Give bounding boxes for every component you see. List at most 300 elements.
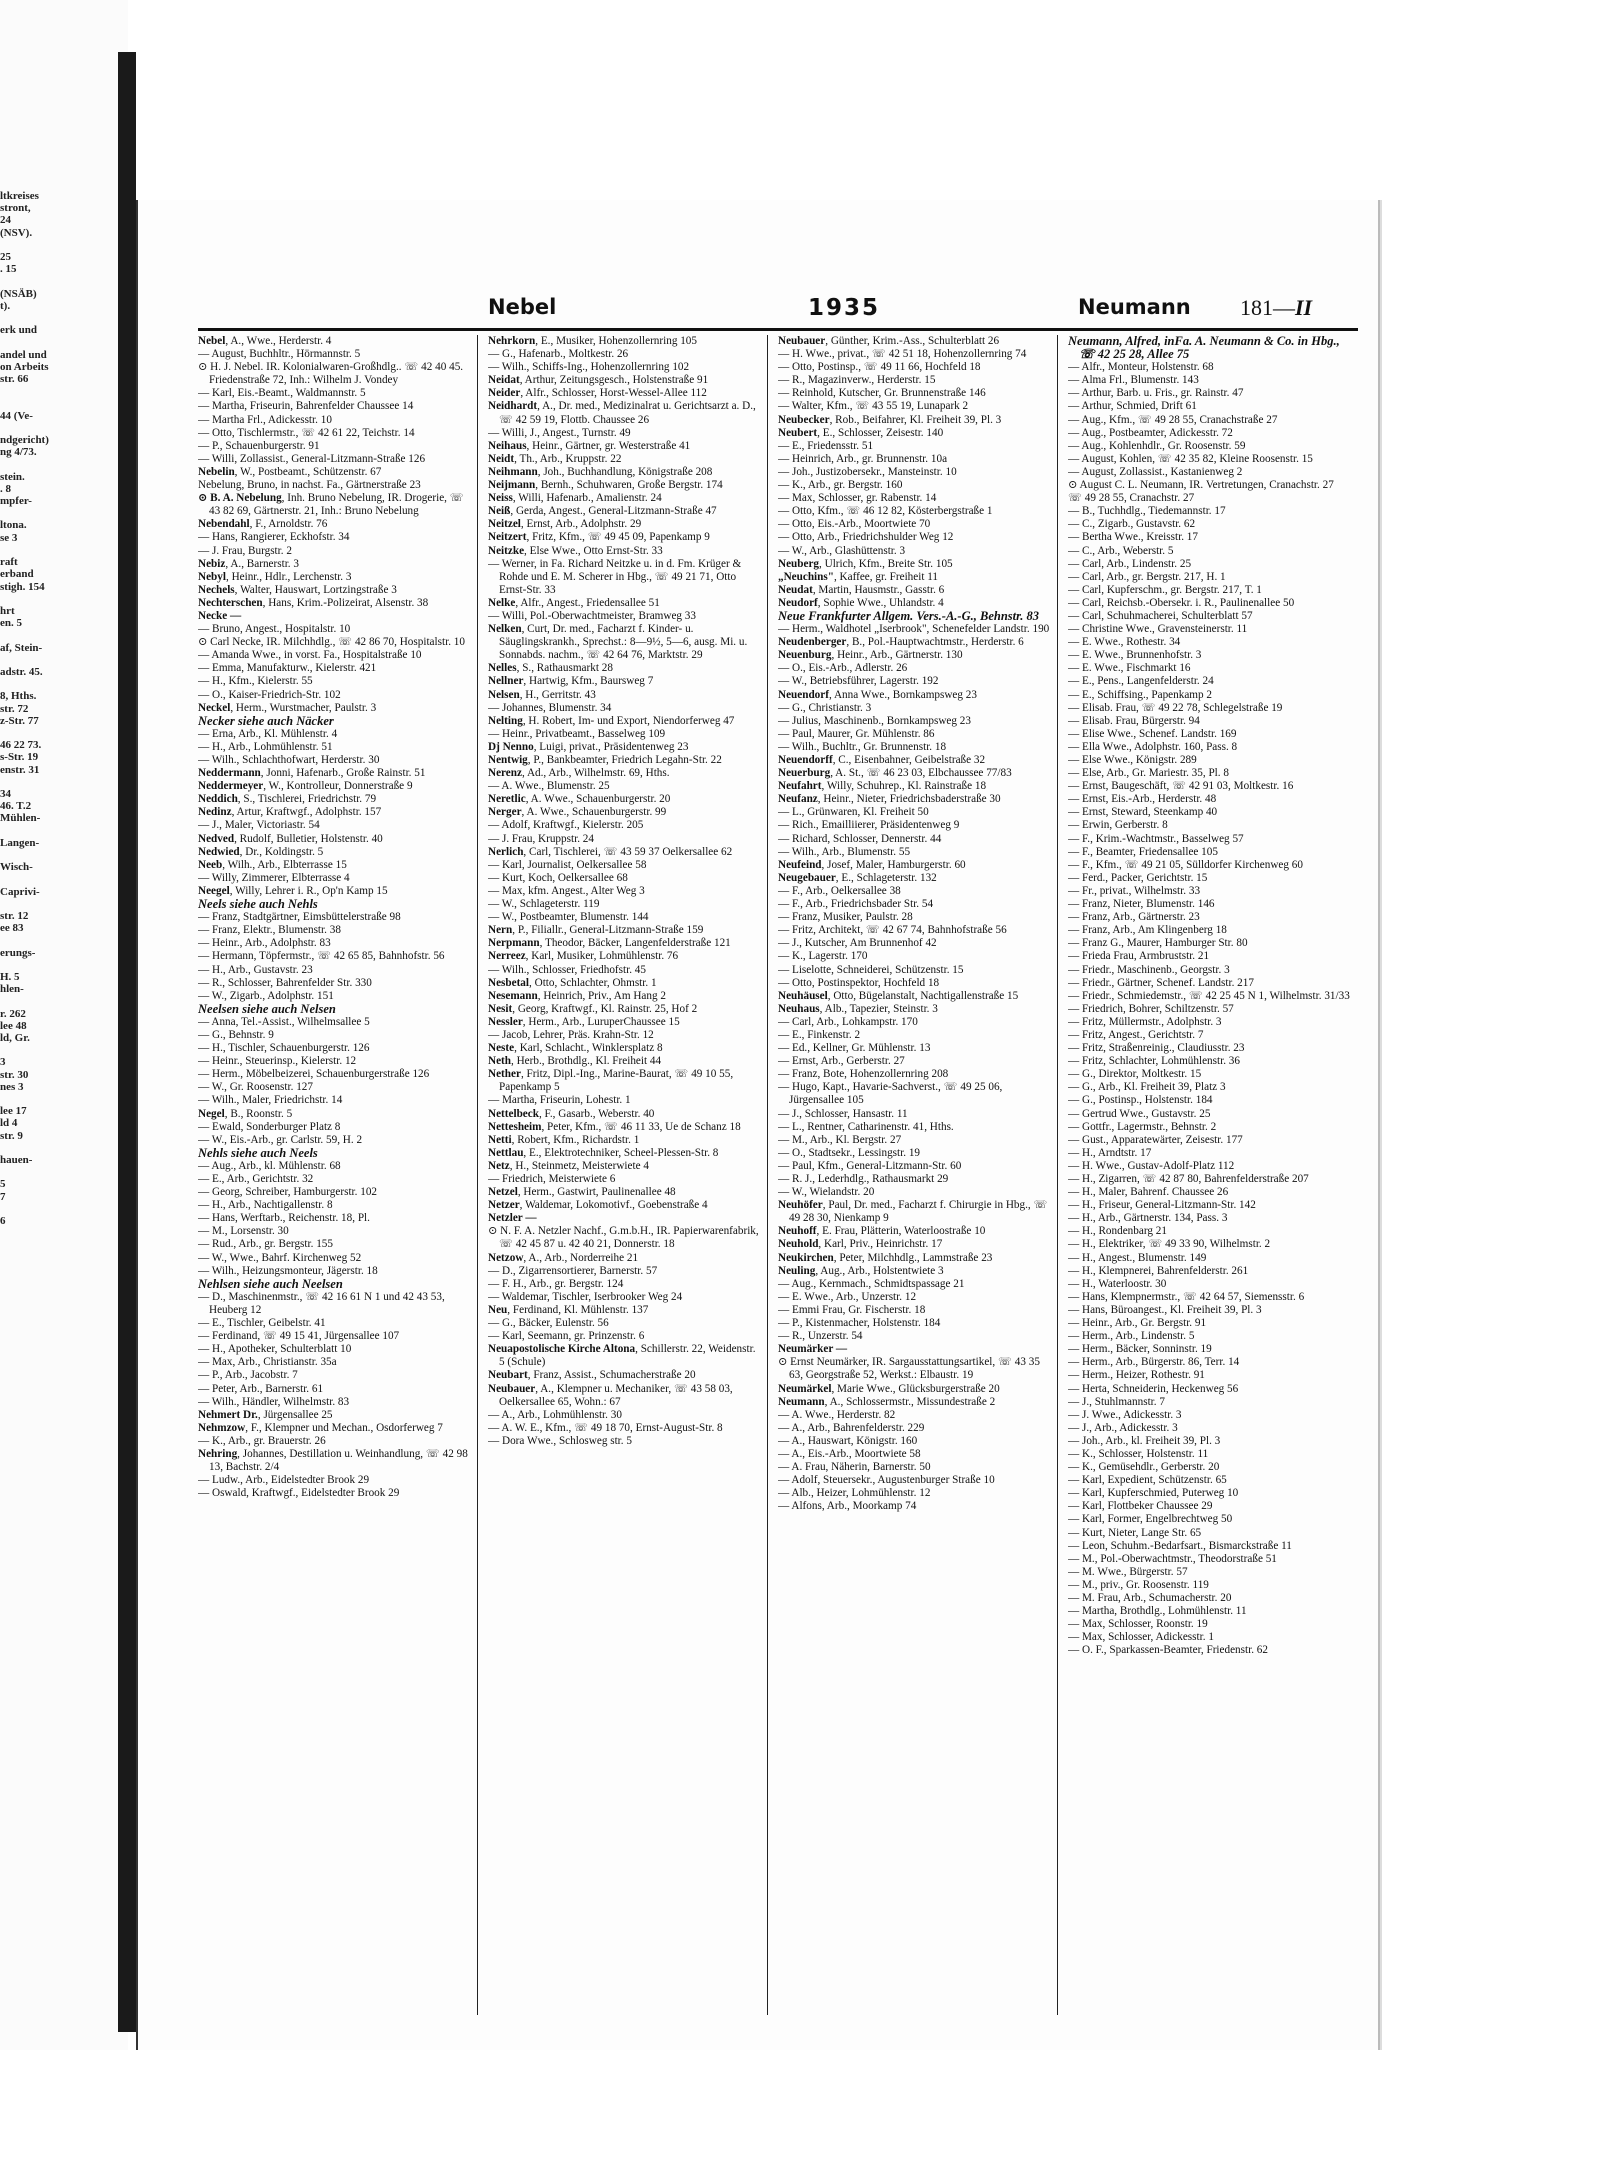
directory-entry: — M. Frau, Arb., Schumacherstr. 20 [1068,1592,1232,1604]
header-year: 1935 [808,295,881,321]
directory-entry: — H., Arb., Gustavstr. 23 [198,963,313,976]
left-page-fragment: se 3 [0,531,18,544]
directory-entry: — H., Arndtstr. 17 [1068,1146,1152,1159]
column-4 [1068,335,1358,2015]
directory-entry: — H., Maler, Bahrenf. Chaussee 26 [1068,1186,1229,1199]
directory-entry: — Hermann, Töpfermstr., ☏ 42 65 85, Bahnhofstr. 56 [198,950,445,963]
directory-entry: — Wilh., Arb., Blumenstr. 55 [778,845,911,858]
directory-entry: ☏ 49 28 55, Cranachstr. 27 [1068,492,1195,505]
directory-entry: Neufanz, Heinr., Nieter, Friedrichsbaderstraße 30 [778,793,1001,806]
directory-entry: — J., Maler, Victoriastr. 54 [198,819,320,832]
left-page-fragment: af, Stein- [0,641,43,654]
directory-entry: — W., Wielandstr. 20 [778,1186,875,1199]
directory-entry: — E., Schiffsing., Papenkamp 2 [1068,688,1212,701]
directory-entry: Nesemann, Heinrich, Priv., Am Hang 2 [488,989,666,1002]
left-page-fragment: Mühlen- [0,812,41,825]
directory-entry: — Martha, Friseurin, Lohestr. 1 [488,1094,631,1107]
directory-entry: ⊙ B. A. Nebelung, Inh. Bruno Nebelung, IR. Drogerie, ☏ 43 82 69, Gärtnerstr. 21, Inh.: Bruno Nebelung [198,492,464,518]
directory-entry: — Elisab. Frau, ☏ 49 22 78, Schlegelstraße 19 [1068,701,1283,714]
left-page-fragment: adstr. 45. [0,665,43,678]
directory-entry: — Carl, Reichsb.-Obersekr. i. R., Paulinenallee 50 [1068,596,1295,609]
directory-entry: ⊙ H. J. Nebel. IR. Kolonialwaren-Großhdlg.. ☏ 42 40 45. Friedenstraße 72, Inh.: Wilhelm J. Vondey [198,361,464,387]
directory-entry: — E. Wwe., Rothestr. 34 [1068,636,1181,649]
directory-entry: — J., Schlosser, Hansastr. 11 [778,1107,908,1120]
directory-entry: Netzow, A., Arb., Norderreihe 21 [488,1251,639,1264]
directory-entry: — W., Zigarb., Adolphstr. 151 [198,989,334,1002]
left-page-fragment [0,1166,122,1178]
directory-entry: — Aug., Arb., kl. Mühlenstr. 68 [198,1159,341,1172]
left-page-fragment [0,593,122,605]
directory-entry: — Otto, Arb., Friedrichshulder Weg 12 [778,531,954,544]
directory-entry: — M., Lorsenstr. 30 [198,1225,289,1238]
directory-entry: — Otto, Postinspektor, Hochfeld 18 [778,976,940,989]
directory-entry: — G., Bäcker, Eulenstr. 56 [488,1317,609,1330]
left-page-fragment: Caprivi- [0,885,40,898]
left-page-fragment [0,873,122,885]
directory-entry: Neitzel, Ernst, Arb., Adolphstr. 29 [488,518,642,531]
directory-entry: Nern, P., Filiallr., General-Litzmann-Straße 159 [488,924,704,937]
directory-entry: Neelsen siehe auch Nelsen [198,1001,336,1016]
directory-entry: — Friedr., Maschinenb., Georgstr. 3 [1068,963,1230,976]
left-page-fragment: lee 48 [0,1019,27,1032]
directory-entry: Neuling, Aug., Arb., Holstentwiete 3 [778,1264,944,1277]
directory-entry: — F., Arb., Oelkersallee 38 [778,884,901,897]
directory-entry: Neth, Herb., Brothdlg., Kl. Freiheit 44 [488,1055,662,1068]
directory-entry: — Max, Schlosser, gr. Rabenstr. 14 [778,492,937,505]
book-spine [118,52,136,2032]
directory-entry: — E., Arb., Gerichtstr. 32 [198,1173,314,1185]
directory-entry: — Hans, Büroangest., Kl. Freiheit 39, Pl. 3 [1068,1303,1262,1316]
directory-entry: Dj Nenno, Luigi, privat., Präsidentenweg 23 [488,740,689,753]
directory-entry: — Ernst, Steward, Steenkamp 40 [1068,806,1218,819]
directory-entry: — Carl, Arb., Lohkampstr. 170 [778,1015,918,1028]
directory-entry: — Hans, Rangierer, Eckhofstr. 34 [198,531,350,544]
directory-entry: — Leon, Schuhm.-Bedarfsart., Bismarckstraße 11 [1068,1539,1292,1552]
directory-entry: — K., Schlosser, Holstenstr. 11 [1068,1447,1209,1460]
directory-entry: — Erna, Arb., Kl. Mühlenstr. 4 [198,727,338,740]
directory-entry: — Max, kfm. Angest., Alter Weg 3 [488,884,645,897]
directory-entry: — Karl, Flottbeker Chaussee 29 [1068,1500,1213,1513]
directory-entry: — H., Kfm., Kielerstr. 55 [198,675,313,688]
directory-entry: — E., Finkenstr. 2 [778,1028,861,1041]
directory-entry: — F., Krim.-Wachtmstr., Basselweg 57 [1068,832,1244,845]
directory-entry: — Fritz, Schlachter, Lohmühlenstr. 36 [1068,1055,1240,1068]
directory-entry: — Bertha Wwe., Kreisstr. 17 [1068,531,1198,544]
directory-entry: — E. Wwe., Arb., Unzerstr. 12 [778,1290,917,1303]
directory-entry: — G., Postinsp., Holstenstr. 184 [1068,1094,1213,1107]
directory-entry: — Fritz, Architekt, ☏ 42 67 74, Bahnhofstraße 56 [778,924,1007,937]
directory-entry: — Herm., Arb., Bürgerstr. 86, Terr. 14 [1068,1356,1240,1369]
directory-entry: ⊙ August C. L. Neumann, IR. Vertretungen, Cranachstr. 27 [1068,479,1334,492]
left-page-fragment: erband [0,568,34,581]
page-header [198,295,1358,325]
directory-entry: — J. Frau, Kruppstr. 24 [488,832,594,845]
directory-entry: Nebelung, Bruno, in nachst. Fa., Gärtnerstraße 23 [198,479,421,492]
directory-entry: — Fr., privat., Wilhelmstr. 33 [1068,884,1201,897]
directory-entry: Neuhold, Karl, Priv., Heinrichstr. 17 [778,1238,943,1251]
directory-entry: — H., Arb., Lohmühlenstr. 51 [198,740,333,753]
directory-entry: Nechels, Walter, Hauswart, Lortzingstraße 3 [198,583,397,596]
directory-entry: Neugebauer, E., Schlageterstr. 132 [778,871,937,884]
directory-entry: — Franz, Stadtgärtner, Eimsbüttelerstraße 98 [198,911,401,924]
directory-entry: — Heinr., Arb., Gr. Bergstr. 91 [1068,1317,1207,1330]
directory-entry: — Ferdinand, ☏ 49 15 41, Jürgensallee 107 [198,1330,400,1343]
directory-entry: Nehmzow, F., Klempner und Mechan., Osdorferweg 7 [198,1421,443,1434]
directory-entry: — Rich., Emailliierer, Präsidentenweg 9 [778,819,960,832]
directory-entry: Nebelin, W., Postbeamt., Schützenstr. 67 [198,465,382,478]
left-page-fragment [0,422,122,434]
directory-entry: — Ewald, Sonderburger Platz 8 [198,1120,341,1133]
directory-entry: — F., Beamter, Friedensallee 105 [1068,845,1218,858]
left-page-fragment: 44 (Ve- [0,409,33,422]
left-page-fragment: z-Str. 77 [0,714,39,727]
directory-entry: — O. F., Sparkassen-Beamter, Friedenstr. 62 [1068,1644,1268,1657]
directory-entry: Nelken, Curt, Dr. med., Facharzt f. Kinder- u. Säuglingskrankh., Sprechst.: 8—9½, 5—6, ausg. Mi. u. Sonnabds. nachm., ☏ 42 64 76, Marktstr. 29 [488,623,748,662]
directory-entry: — F., Kfm., ☏ 49 21 05, Sülldorfer Kirchenweg 60 [1068,858,1303,871]
directory-entry: — E., Pens., Langenfelderstr. 24 [1068,675,1214,688]
directory-entry: — Kurt, Koch, Oelkersallee 68 [488,871,628,884]
directory-entry: — Friedrich, Meisterwiete 6 [488,1173,616,1185]
directory-entry: Neubart, Franz, Assist., Schumacherstraße 20 [488,1369,696,1382]
directory-entry: — Herm., Heizer, Rothestr. 91 [1068,1369,1205,1382]
directory-entry: — Ferd., Packer, Gerichtstr. 15 [1068,871,1208,884]
directory-entry: — G., Arb., Kl. Freiheit 39, Platz 3 [1068,1081,1226,1094]
directory-entry: — H., Waterloostr. 30 [1068,1277,1167,1290]
directory-entry: Nerlich, Carl, Tischlerei, ☏ 43 59 37 Oelkersallee 62 [488,845,733,858]
directory-entry: — R., Schlosser, Bahrenfelder Str. 330 [198,976,372,989]
directory-entry: Neeb, Wilh., Arb., Elbterrasse 15 [198,858,347,871]
directory-entry: — Wilh., Buchltr., Gr. Brunnenstr. 18 [778,740,947,753]
directory-entry: — E., Tischler, Geibelstr. 41 [198,1317,326,1330]
directory-entry: — Karl, Journalist, Oelkersallee 58 [488,858,647,871]
directory-entry: — H., Rondenbarg 21 [1068,1225,1167,1238]
directory-entry: Neufahrt, Willy, Schuhrep., Kl. Rainstraße 18 [778,780,987,793]
directory-entry: — Anna, Tel.-Assist., Wilhelmsallee 5 [198,1015,370,1028]
left-page-fragment: r. 262 [0,1007,26,1020]
directory-entry: Nesit, Georg, Kraftwgf., Kl. Rainstr. 25, Hof 2 [488,1002,698,1015]
left-page-fragment [0,458,122,470]
directory-entry: — F., Arb., Friedrichsbader Str. 54 [778,898,934,911]
left-page-fragment: ltona. [0,519,27,532]
directory-entry: — Ernst, Eis.-Arb., Herderstr. 48 [1068,793,1217,806]
left-page-fragment [0,825,122,837]
directory-entry: — L., Grünwaren, Kl. Freiheit 50 [778,806,929,819]
directory-entry: — Waldemar, Tischler, Iserbrooker Weg 24 [488,1290,683,1303]
directory-entry: — Kurt, Nieter, Lange Str. 65 [1068,1526,1202,1539]
directory-entry: Neiss, Willi, Hafenarb., Amalienstr. 24 [488,492,662,505]
directory-entry: — Wilh., Schlosser, Friedhofstr. 45 [488,963,646,976]
directory-entry: Neubauer, Günther, Krim.-Ass., Schulterblatt 26 [778,335,1000,347]
left-page-fragment: mpfer- [0,495,32,508]
left-page-fragment [0,959,122,971]
directory-entry: — Elisab. Frau, Bürgerstr. 94 [1068,714,1200,727]
left-page-fragment: erungs- [0,946,36,959]
directory-entry: Neuberg, Ulrich, Kfm., Breite Str. 105 [778,557,953,570]
directory-entry: — Julius, Maschinenb., Bornkampsweg 23 [778,714,971,727]
directory-entry: — H., Apotheker, Schulterblatt 10 [198,1343,352,1356]
directory-entry: — A. Wwe., Herderstr. 82 [778,1408,896,1421]
left-page-fragment: 7 [0,1190,6,1203]
directory-entry: — W., Arb., Glashüttenstr. 3 [778,544,906,557]
directory-entry: — A. W. E., Kfm., ☏ 49 18 70, Ernst-August-Str. 8 [488,1421,723,1434]
directory-entry: — Carl, Arb., Lindenstr. 25 [1068,557,1192,570]
directory-entry: — O., Eis.-Arb., Adlerstr. 26 [778,662,908,675]
directory-entry: Nettlau, E., Elektrotechniker, Scheel-Plessen-Str. 8 [488,1146,719,1159]
left-page-fragment: 25 [0,251,11,264]
directory-entry: — Carl, Kupferschm., gr. Bergstr. 217, T. 1 [1068,583,1262,596]
directory-entry: Neddermann, Jonni, Hafenarb., Große Rainstr. 51 [198,767,426,780]
directory-entry: — G., Hafenarb., Moltkestr. 26 [488,348,629,361]
directory-entry: — M., Arb., Kl. Bergstr. 27 [778,1133,902,1146]
directory-entry: — Wilh., Heizungsmonteur, Jägerstr. 18 [198,1264,378,1277]
directory-entry: Necker siehe auch Näcker [198,713,334,728]
directory-entry: — Wilh., Schiffs-Ing., Hohenzollernring 102 [488,361,690,374]
directory-entry: — D., Zigarrensortierer, Barnerstr. 57 [488,1264,658,1277]
directory-entry: — Wilh., Händler, Wilhelmstr. 83 [198,1395,350,1408]
directory-page [136,200,1380,2050]
directory-entry: — K., Lagerstr. 170 [778,950,868,963]
directory-entry: — Franz G., Maurer, Hamburger Str. 80 [1068,937,1248,950]
directory-entry: — P., Kistenmacher, Holstenstr. 184 [778,1317,941,1330]
directory-entry: — E., Friedensstr. 51 [778,439,874,452]
directory-entry: — Gottfr., Lagermstr., Behnstr. 2 [1068,1120,1217,1133]
left-page-fragment: . 15 [0,263,17,276]
directory-entry: Neihmann, Joh., Buchhandlung, Königstraße 208 [488,465,713,478]
directory-entry: Neihaus, Heinr., Gärtner, gr. Westerstraße 41 [488,439,691,452]
directory-entry: — Jacob, Lehrer, Präs. Krahn-Str. 12 [488,1028,654,1041]
left-page-fragment: enstr. 31 [0,763,40,776]
directory-entry: — Franz, Arb., Am Klingenberg 18 [1068,924,1227,937]
left-page-fragment [0,275,122,287]
directory-entry: Neretlic, A. Wwe., Schauenburgerstr. 20 [488,793,671,806]
directory-entry: Netzel, Herm., Gastwirt, Paulinenallee 48 [488,1186,676,1199]
left-page-fragment [0,727,122,739]
directory-entry: Nelke, Alfr., Angest., Friedensallee 51 [488,596,660,609]
directory-entry: — M., priv., Gr. Roosenstr. 119 [1068,1578,1209,1591]
directory-entry: — Max, Arb., Christianstr. 35a [198,1356,337,1369]
directory-entry: — H., Zigarren, ☏ 42 87 80, Bahrenfelderstraße 207 [1068,1173,1309,1185]
directory-entry: Nerger, A. Wwe., Schauenburgerstr. 99 [488,806,667,819]
left-page-fragment: 5 [0,1178,6,1191]
directory-entry: — G., Behnstr. 9 [198,1028,274,1041]
directory-entry: — Heinr., Arb., Adolphstr. 83 [198,937,331,950]
directory-entry: Neiß, Gerda, Angest., General-Litzmann-Straße 47 [488,505,717,518]
directory-entry: — Joh., Arb., kl. Freiheit 39, Pl. 3 [1068,1434,1221,1447]
left-page-fragment: on Arbeits [0,360,49,373]
left-page-fragment: nes 3 [0,1080,24,1093]
directory-entry: — Wilh., Schlachthofwart, Herderstr. 30 [198,754,380,766]
directory-entry: Neuhöfer, Paul, Dr. med., Facharzt f. Chirurgie in Hbg., ☏ 49 28 30, Nienkamp 9 [778,1199,1048,1225]
directory-entry: Neumann, Alfred, inFa. A. Neumann & Co. in Hbg., ☏ 42 25 28, Allee 75 [1068,335,1340,362]
directory-entry: — H., Arb., Gärtnerstr. 134, Pass. 3 [1068,1212,1228,1225]
directory-entry: — Dora Wwe., Schlosweg str. 5 [488,1434,632,1447]
directory-entry: — J. Frau, Burgstr. 2 [198,544,292,557]
directory-entry: — B., Tuchhdlg., Tiedemannstr. 17 [1068,505,1226,518]
directory-entry: — J., Arb., Adickesstr. 3 [1068,1421,1178,1434]
directory-entry: — Willi, Pol.-Oberwachtmeister, Bramweg 33 [488,609,696,622]
left-page-fragment [0,312,122,324]
left-page-fragment: Wisch- [0,861,33,874]
left-page-fragment: s-Str. 19 [0,751,39,764]
directory-entry: — Ernst, Baugeschäft, ☏ 42 91 03, Moltkestr. 16 [1068,780,1294,793]
left-page-fragment [0,1093,122,1105]
left-page-fragment: str. 66 [0,373,29,386]
directory-entry: Neuenburg, Heinr., Arb., Gärtnerstr. 130 [778,649,963,662]
directory-entry: — Carl, Arb., gr. Bergstr. 217, H. 1 [1068,570,1226,583]
directory-entry: — R., Magazinverw., Herderstr. 15 [778,374,936,387]
left-page-fragment: (NSÄB) [0,287,37,300]
directory-entry: — A., Hauswart, Königstr. 160 [778,1434,918,1447]
directory-entry: Nedwied, Dr., Koldingstr. 5 [198,845,324,858]
directory-entry: — Martha, Brothdlg., Lohmühlenstr. 11 [1068,1605,1247,1618]
directory-entry: — Willi, Zollassist., General-Litzmann-Straße 126 [198,452,426,465]
directory-entry: — A., Arb., Lohmühlenstr. 30 [488,1408,622,1421]
directory-entry: Nedved, Rudolf, Bulletier, Holstenstr. 40 [198,832,383,845]
left-page-fragment: (NSV). [0,226,33,239]
directory-entry: — F. H., Arb., gr. Bergstr. 124 [488,1277,624,1290]
directory-entry: — K., Arb., gr. Brauerstr. 26 [198,1434,326,1447]
directory-entry: Neufeind, Josef, Maler, Hamburgerstr. 60 [778,858,966,871]
directory-entry: — H., Friseur, General-Litzmann-Str. 142 [1068,1199,1256,1212]
directory-entry: — Arthur, Schmied, Drift 61 [1068,400,1197,413]
left-page-fragment [0,239,122,251]
directory-entry: — Aug., Kernmach., Schmidtspassage 21 [778,1277,965,1290]
directory-entry: — P., Schauenburgerstr. 91 [198,439,320,452]
directory-entry: Neumärkel, Marie Wwe., Glücksburgerstraße 20 [778,1382,1000,1395]
directory-entry: — K., Arb., gr. Bergstr. 160 [778,479,903,492]
directory-entry: Nelting, H. Robert, Im- und Export, Niendorferweg 47 [488,714,735,727]
directory-entry: Necke — [198,609,242,622]
left-page-fragment [0,507,122,519]
directory-entry: — M. Wwe., Bürgerstr. 57 [1068,1565,1188,1578]
directory-entry: — C., Arb., Weberstr. 5 [1068,544,1174,557]
directory-entry: Nerpmann, Theodor, Bäcker, Langenfelderstraße 121 [488,937,731,950]
directory-entry: — Wilh., Maler, Friedrichstr. 14 [198,1094,343,1107]
directory-entry: — Franz, Nieter, Blumenstr. 146 [1068,898,1215,911]
directory-entry: — August, Buchhltr., Hörmannstr. 5 [198,348,361,361]
directory-entry: Neijmann, Bernh., Schuhwaren, Große Bergstr. 174 [488,479,723,492]
directory-entry: — Karl, Kupferschmied, Puterweg 10 [1068,1487,1239,1500]
left-page-fragment [0,678,122,690]
directory-entry: Neste, Karl, Schlacht., Winklersplatz 8 [488,1042,663,1055]
left-page-fragment: stein. [0,470,25,483]
directory-entry: — Willy, Zimmerer, Elbterrasse 4 [198,871,350,884]
left-page-fragment [0,336,122,348]
directory-entry: Neuhoff, E. Frau, Plätterin, Waterloostraße 10 [778,1225,986,1238]
directory-entry: — Bruno, Angest., Hospitalstr. 10 [198,623,351,636]
directory-entry: — W., Eis.-Arb., gr. Carlstr. 59, H. 2 [198,1133,363,1146]
directory-entry: — Aug., Kohlenhdlr., Gr. Roosenstr. 59 [1068,439,1246,452]
directory-entry: — O., Stadtsekr., Lessingstr. 19 [778,1146,921,1159]
directory-entry: Neuerburg, A. St., ☏ 46 23 03, Elbchaussee 77/83 [778,767,1012,780]
directory-entry: — Fritz, Angest., Gerichtstr. 7 [1068,1028,1204,1041]
directory-entry: — Herm., Möbelbeizerei, Schauenburgerstraße 126 [198,1068,430,1081]
directory-entry: Neitzert, Fritz, Kfm., ☏ 49 45 09, Papenkamp 9 [488,531,710,544]
directory-entry: Neuhaus, Alb., Tapezier, Steinstr. 3 [778,1002,938,1015]
directory-entry: — Otto, Eis.-Arb., Moortwiete 70 [778,518,931,531]
directory-entry: Nebendahl, F., Arnoldstr. 76 [198,518,328,531]
directory-entry: ⊙ Ernst Neumärker, IR. Sargausstattungsartikel, ☏ 43 35 63, Georgstraße 52, Werkst.: Elbaustr. 19 [778,1356,1040,1382]
directory-entry: — H., Angest., Blumenstr. 149 [1068,1251,1207,1264]
directory-entry: Nehrkorn, E., Musiker, Hohenzollernring 105 [488,335,697,347]
directory-entry: Netti, Robert, Kfm., Richardstr. 1 [488,1133,640,1146]
directory-entry: — J. Wwe., Adickesstr. 3 [1068,1408,1182,1421]
directory-entry: Neidhardt, A., Dr. med., Medizinalrat u. Gerichtsarzt a. D., ☏ 42 59 19, Flottb. Chaussee 26 [488,400,756,426]
directory-entry: Nesbetal, Otto, Schlachter, Ohmstr. 1 [488,976,657,989]
directory-entry: Neue Frankfurter Allgem. Vers.-A.-G., Behnstr. 83 [778,608,1040,623]
directory-entry: Neuendorf, Anna Wwe., Bornkampsweg 23 [778,688,977,701]
directory-entry: — Friedrich, Bohrer, Schiltzenstr. 57 [1068,1002,1234,1015]
directory-entry: — Hugo, Kapt., Havarie-Sachverst., ☏ 49 25 06, Jürgensallee 105 [778,1081,1003,1107]
directory-entry: — W., Wwe., Bahrf. Kirchenweg 52 [198,1251,362,1264]
directory-entry: Neukirchen, Peter, Milchhdlg., Lammstraße 23 [778,1251,993,1264]
directory-entry: — Gertrud Wwe., Gustavstr. 25 [1068,1107,1211,1120]
directory-entry: Neidt, Th., Arb., Kruppstr. 22 [488,452,622,465]
left-page-fragment: 8, Hths. [0,690,37,703]
directory-entry: — Adolf, Steuersekr., Augustenburger Straße 10 [778,1474,995,1487]
directory-entry: — Karl, Eis.-Beamt., Waldmannstr. 5 [198,387,366,400]
directory-entry: Nelles, S., Rathausmarkt 28 [488,662,613,675]
left-page-fragment [0,995,122,1007]
left-page-fragment: stigh. 154 [0,580,45,593]
left-page-fragment: en. 5 [0,617,22,630]
directory-entry: — Otto, Postinsp., ☏ 49 11 66, Hochfeld 18 [778,361,981,374]
directory-entry: — H., Elektriker, ☏ 49 33 90, Wilhelmstr. 2 [1068,1238,1271,1251]
directory-entry: — Christine Wwe., Gravensteinerstr. 11 [1068,623,1248,636]
directory-entry: — Rud., Arb., gr. Bergstr. 155 [198,1238,333,1251]
directory-entry: Nettesheim, Peter, Kfm., ☏ 46 11 33, Ue de Schanz 18 [488,1120,741,1133]
directory-entry: Neuhäusel, Otto, Bügelanstalt, Nachtigallenstraße 15 [778,989,1019,1002]
directory-entry: — H., Klempnerei, Bahrenfelderstr. 261 [1068,1264,1249,1277]
column-2 [488,335,768,2015]
directory-entry: — Erwin, Gerberstr. 8 [1068,819,1168,832]
directory-entry: — Gust., Apparatewärter, Zeisestr. 177 [1068,1133,1243,1146]
directory-entry: — Arthur, Barb. u. Fris., gr. Rainstr. 47 [1068,387,1244,400]
directory-entry: — Friedr., Gärtner, Schenef. Landstr. 217 [1068,976,1254,989]
directory-entry: Neegel, Willy, Lehrer i. R., Op'n Kamp 15 [198,884,388,897]
directory-entry: — Amanda Wwe., in vorst. Fa., Hospitalstraße 10 [198,649,422,662]
directory-entry: Neels siehe auch Nehls [198,897,318,912]
directory-entry: — Paul, Kfm., General-Litzmann-Str. 60 [778,1159,962,1172]
directory-entry: Nentwig, P., Bankbeamter, Friedrich Legahn-Str. 22 [488,754,722,766]
directory-entry: — Heinrich, Arb., gr. Brunnenstr. 10a [778,452,948,465]
left-page-fragment [0,397,122,409]
directory-entry: Neidat, Arthur, Zeitungsgesch., Holstenstraße 91 [488,374,709,387]
directory-entry: Neuendorff, C., Eisenbahner, Geibelstraße 32 [778,754,986,766]
directory-entry: — Adolf, Kraftwgf., Kielerstr. 205 [488,819,644,832]
directory-entry: — W., Schlageterstr. 119 [488,898,600,911]
left-page-fragment [0,1203,122,1215]
directory-entry: — Alfr., Monteur, Holstenstr. 68 [1068,361,1214,374]
directory-entry: — Richard, Schlosser, Dennerstr. 44 [778,832,942,845]
directory-entry: — Franz, Arb., Gärtnerstr. 23 [1068,911,1200,924]
directory-entry: — Hans, Klempnermstr., ☏ 42 64 57, Siemensstr. 6 [1068,1290,1305,1303]
directory-entry: Neudat, Martin, Hausmstr., Gasstr. 6 [778,583,945,596]
directory-entry: Nebel, A., Wwe., Herderstr. 4 [198,335,332,347]
directory-entry: — Friedr., Schmiedemstr., ☏ 42 25 45 N 1, Wilhelmstr. 31/33 [1068,989,1350,1002]
directory-entry: — Aug., Kfm., ☏ 49 28 55, Cranachstraße 27 [1068,413,1278,426]
column-3 [778,335,1058,2015]
directory-entry: — Peter, Arb., Barnerstr. 61 [198,1382,324,1395]
directory-entry: — Liselotte, Schneiderei, Schützenstr. 15 [778,963,964,976]
directory-entry: — Johannes, Blumenstr. 34 [488,701,612,714]
directory-entry: — A. Frau, Näherin, Barnerstr. 50 [778,1461,931,1474]
directory-entry: Neckel, Herm., Wurstmacher, Paulstr. 3 [198,701,377,714]
left-page-fragment: ee 83 [0,922,24,935]
left-page-fragment: 3 [0,1056,6,1069]
directory-entry: Nellner, Hartwig, Kfm., Baursweg 7 [488,675,654,688]
left-page-fragment: 34 [0,787,11,800]
